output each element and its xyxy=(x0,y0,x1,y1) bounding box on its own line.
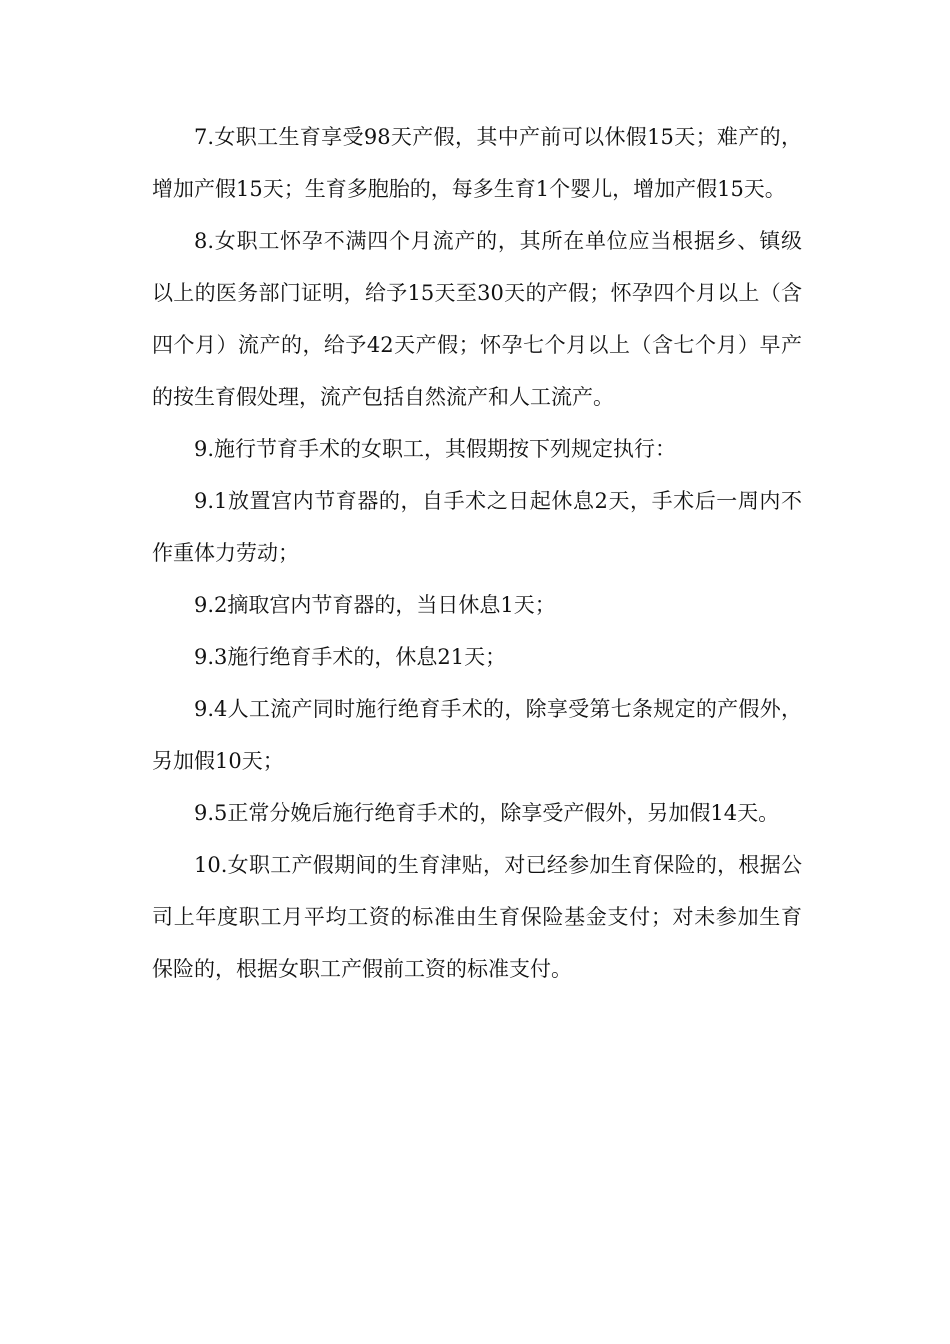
paragraph-9-4: 9.4人工流产同时施行绝育手术的，除享受第七条规定的产假外，另加假10天； xyxy=(152,697,802,773)
paragraph-10: 10.女职工产假期间的生育津贴，对已经参加生育保险的，根据公司上年度职工月平均工资的标准由生育保险基金支付；对未参加生育保险的，根据女职工产假前工资的标准支付。 xyxy=(152,853,802,981)
paragraph-9-3: 9.3施行绝育手术的，休息21天； xyxy=(194,645,507,669)
paragraph-8: 8.女职工怀孕不满四个月流产的，其所在单位应当根据乡、镇级以上的医务部门证明，给予15天至30天的产假；怀孕四个月以上（含四个月）流产的，给予42天产假；怀孕七个月以上（含七个月）早产的按生育假处理，流产包括自然流产和人工流产。 xyxy=(152,229,802,409)
paragraph-9-5: 9.5正常分娩后施行绝育手术的，除享受产假外，另加假14天。 xyxy=(194,801,780,825)
paragraph-9: 9.施行节育手术的女职工，其假期按下列规定执行： xyxy=(194,437,677,461)
document-body xyxy=(152,111,802,995)
paragraph-9-2: 9.2摘取宫内节育器的，当日休息1天； xyxy=(194,593,556,617)
paragraph-9-1: 9.1放置宫内节育器的，自手术之日起休息2天，手术后一周内不作重体力劳动； xyxy=(152,489,802,565)
paragraph-7: 7.女职工生育享受98天产假，其中产前可以休假15天；难产的，增加产假15天；生育多胞胎的，每多生育1个婴儿，增加产假15天。 xyxy=(152,125,802,201)
